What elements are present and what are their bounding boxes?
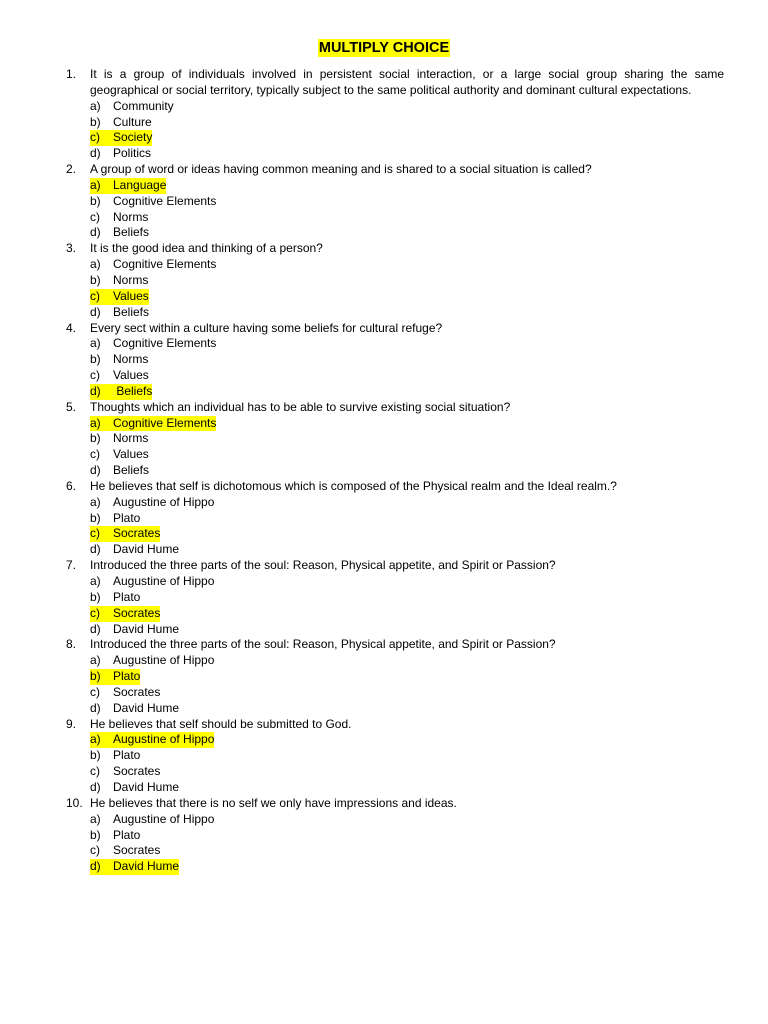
option-text: Augustine of Hippo <box>113 732 215 747</box>
answer-option <box>90 99 724 115</box>
question-6 <box>66 479 724 558</box>
question-number: 8. <box>66 637 77 652</box>
option-text: Socrates <box>113 684 161 699</box>
answer-option <box>90 416 724 432</box>
answer-option <box>90 859 724 875</box>
option-text: Plato <box>113 827 141 842</box>
answer-option <box>90 606 724 622</box>
question-text: Introduced the three parts of the soul: Reason, Physical appetite, and Spirit or Passion? <box>90 637 556 652</box>
answer-option <box>90 273 724 289</box>
highlighted-answer <box>90 384 152 400</box>
question-text: A group of word or ideas having common meaning and is shared to a social situation is called? <box>90 162 592 177</box>
highlighted-answer <box>90 416 216 432</box>
answer-option <box>90 780 724 796</box>
option-letter: d) <box>90 859 101 874</box>
answer-option <box>90 130 724 146</box>
question-row <box>66 162 724 178</box>
option-content <box>90 225 149 241</box>
answer-option <box>90 431 724 447</box>
option-letter: c) <box>90 605 100 620</box>
option-text: Cognitive Elements <box>113 193 217 208</box>
answer-option <box>90 748 724 764</box>
option-text: Augustine of Hippo <box>113 811 215 826</box>
option-text: Socrates <box>113 764 161 779</box>
answer-option <box>90 384 724 400</box>
highlighted-answer <box>90 526 160 542</box>
answer-option <box>90 463 724 479</box>
answer-option <box>90 305 724 321</box>
answer-option <box>90 828 724 844</box>
option-letter: a) <box>90 415 101 430</box>
answer-option <box>90 701 724 717</box>
option-content <box>90 352 148 368</box>
option-text: Beliefs <box>113 383 153 398</box>
option-content <box>90 99 174 115</box>
highlighted-answer <box>90 289 149 305</box>
option-letter: b) <box>90 589 101 604</box>
question-5 <box>66 400 724 479</box>
question-2 <box>66 162 724 241</box>
option-text: David Hume <box>113 700 180 715</box>
answer-option <box>90 526 724 542</box>
question-number: 10. <box>66 795 83 810</box>
option-text: David Hume <box>113 542 180 557</box>
option-text: Plato <box>113 589 141 604</box>
option-content <box>90 542 179 558</box>
option-letter: b) <box>90 827 101 842</box>
answer-option <box>90 178 724 194</box>
option-letter: d) <box>90 621 101 636</box>
option-letter: a) <box>90 732 101 747</box>
option-letter: c) <box>90 288 100 303</box>
option-letter: b) <box>90 114 101 129</box>
option-text: David Hume <box>113 621 180 636</box>
highlighted-answer <box>90 859 179 875</box>
answer-option <box>90 764 724 780</box>
question-text: Introduced the three parts of the soul: Reason, Physical appetite, and Spirit or Passion? <box>90 558 556 573</box>
option-text: Language <box>113 177 167 192</box>
answer-option <box>90 210 724 226</box>
answer-option <box>90 732 724 748</box>
question-row <box>66 796 724 812</box>
option-text: Culture <box>113 114 152 129</box>
option-text: David Hume <box>113 859 180 874</box>
option-letter: a) <box>90 257 101 272</box>
question-3 <box>66 241 724 320</box>
question-number: 5. <box>66 399 77 414</box>
question-text: Thoughts which an individual has to be able to survive existing social situation? <box>90 399 511 414</box>
answer-option <box>90 352 724 368</box>
question-row <box>66 67 724 99</box>
question-text: He believes that there is no self we only have impressions and ideas. <box>90 795 457 810</box>
question-number: 6. <box>66 478 77 493</box>
option-letter: d) <box>90 146 101 161</box>
option-letter: a) <box>90 177 101 192</box>
option-letter: d) <box>90 700 101 715</box>
highlighted-answer <box>90 732 214 748</box>
answer-option <box>90 812 724 828</box>
answer-option <box>90 368 724 384</box>
option-letter: b) <box>90 193 101 208</box>
option-letter: c) <box>90 368 100 383</box>
question-7 <box>66 558 724 637</box>
option-letter: a) <box>90 336 101 351</box>
option-content <box>90 194 216 210</box>
option-letter: b) <box>90 748 101 763</box>
question-row <box>66 479 724 495</box>
option-text: Norms <box>113 431 149 446</box>
option-content <box>90 305 149 321</box>
option-letter: d) <box>90 225 101 240</box>
option-text: Cognitive Elements <box>113 336 217 351</box>
question-list <box>66 67 724 875</box>
question-number: 9. <box>66 716 77 731</box>
option-content <box>90 210 148 226</box>
option-content <box>90 843 160 859</box>
option-text: Beliefs <box>113 463 150 478</box>
option-letter: b) <box>90 352 101 367</box>
option-letter: c) <box>90 764 100 779</box>
option-text: Community <box>113 98 174 113</box>
option-content <box>90 115 152 131</box>
option-text: Society <box>113 130 153 145</box>
answer-option <box>90 115 724 131</box>
option-content <box>90 495 214 511</box>
option-text: Socrates <box>113 605 161 620</box>
answer-option <box>90 511 724 527</box>
option-text: Norms <box>113 272 149 287</box>
option-content <box>90 336 216 352</box>
answer-option <box>90 146 724 162</box>
answer-option <box>90 669 724 685</box>
answer-option <box>90 257 724 273</box>
option-text: Socrates <box>113 526 161 541</box>
answer-option <box>90 542 724 558</box>
option-text: Values <box>113 368 149 383</box>
option-content <box>90 828 140 844</box>
question-text: It is the good idea and thinking of a person? <box>90 241 323 256</box>
option-text: Values <box>113 288 149 303</box>
option-text: Cognitive Elements <box>113 257 217 272</box>
option-text: Plato <box>113 669 141 684</box>
option-content <box>90 273 148 289</box>
option-content <box>90 146 151 162</box>
question-number: 2. <box>66 162 77 177</box>
question-row <box>66 558 724 574</box>
option-text: Augustine of Hippo <box>113 653 215 668</box>
answer-option <box>90 336 724 352</box>
option-letter: c) <box>90 843 100 858</box>
option-text: Beliefs <box>113 225 150 240</box>
option-content <box>90 511 140 527</box>
option-content <box>90 812 214 828</box>
option-letter: c) <box>90 684 100 699</box>
answer-option <box>90 447 724 463</box>
option-text: David Hume <box>113 779 180 794</box>
option-text: Plato <box>113 748 141 763</box>
option-letter: c) <box>90 209 100 224</box>
question-number: 1. <box>66 67 77 81</box>
highlighted-answer <box>90 669 140 685</box>
answer-option <box>90 495 724 511</box>
question-8 <box>66 637 724 716</box>
answer-option <box>90 685 724 701</box>
question-row <box>66 637 724 653</box>
option-content <box>90 368 149 384</box>
answer-option <box>90 843 724 859</box>
option-letter: a) <box>90 574 101 588</box>
highlighted-answer <box>90 178 166 194</box>
highlighted-answer <box>90 130 152 146</box>
question-number: 4. <box>66 320 77 335</box>
question-text: He believes that self should be submitted to God. <box>90 716 352 731</box>
option-letter: d) <box>90 542 101 557</box>
option-letter: a) <box>90 653 101 668</box>
option-letter: a) <box>90 494 101 509</box>
option-content <box>90 622 179 638</box>
question-text: It is a group of individuals involved in persistent social interaction, or a large social group sharing the same geographical or social territory, typically subject to the same political authority and dominant cultural expectations. <box>90 67 724 97</box>
option-content <box>90 764 160 780</box>
option-letter: d) <box>90 463 101 478</box>
question-text: Every sect within a culture having some beliefs for cultural refuge? <box>90 320 443 335</box>
option-text: Plato <box>113 510 141 525</box>
option-letter: c) <box>90 526 100 541</box>
question-row <box>66 321 724 337</box>
answer-option <box>90 289 724 305</box>
answer-option <box>90 194 724 210</box>
option-text: Values <box>113 447 149 462</box>
question-text: He believes that self is dichotomous which is composed of the Physical realm and the Ideal realm.? <box>90 478 617 493</box>
question-4 <box>66 321 724 400</box>
option-letter: b) <box>90 431 101 446</box>
question-number: 3. <box>66 241 77 256</box>
option-text: Augustine of Hippo <box>113 574 215 588</box>
option-content <box>90 590 140 606</box>
option-content <box>90 463 149 479</box>
option-content <box>90 447 149 463</box>
question-row <box>66 400 724 416</box>
question-1 <box>66 67 724 162</box>
option-text: Beliefs <box>113 304 150 319</box>
option-content <box>90 780 179 796</box>
option-text: Socrates <box>113 843 161 858</box>
option-text: Norms <box>113 352 149 367</box>
option-content <box>90 257 216 273</box>
option-letter: b) <box>90 272 101 287</box>
option-content <box>90 431 148 447</box>
question-number: 7. <box>66 558 77 573</box>
option-letter: a) <box>90 98 101 113</box>
option-text: Cognitive Elements <box>113 415 217 430</box>
option-letter: b) <box>90 669 101 684</box>
option-content <box>90 653 214 669</box>
question-9 <box>66 717 724 796</box>
highlighted-answer <box>90 606 160 622</box>
option-letter: d) <box>90 304 101 319</box>
answer-option <box>90 653 724 669</box>
option-letter: a) <box>90 811 101 826</box>
question-row <box>66 241 724 257</box>
option-letter: d) <box>90 779 101 794</box>
option-content <box>90 748 140 764</box>
title-container <box>0 39 768 57</box>
answer-option <box>90 622 724 638</box>
option-text: Politics <box>113 146 152 161</box>
option-content <box>90 685 160 701</box>
option-letter: c) <box>90 447 100 462</box>
question-10 <box>66 796 724 875</box>
option-letter: b) <box>90 510 101 525</box>
answer-option <box>90 225 724 241</box>
option-text: Norms <box>113 209 149 224</box>
option-text: Augustine of Hippo <box>113 494 215 509</box>
option-letter: d) <box>90 383 101 398</box>
page-title: MULTIPLY CHOICE <box>318 40 450 56</box>
question-row <box>66 717 724 733</box>
option-content <box>90 701 179 717</box>
option-content <box>90 574 214 590</box>
answer-option <box>90 574 724 590</box>
answer-option <box>90 590 724 606</box>
option-letter: c) <box>90 130 100 145</box>
